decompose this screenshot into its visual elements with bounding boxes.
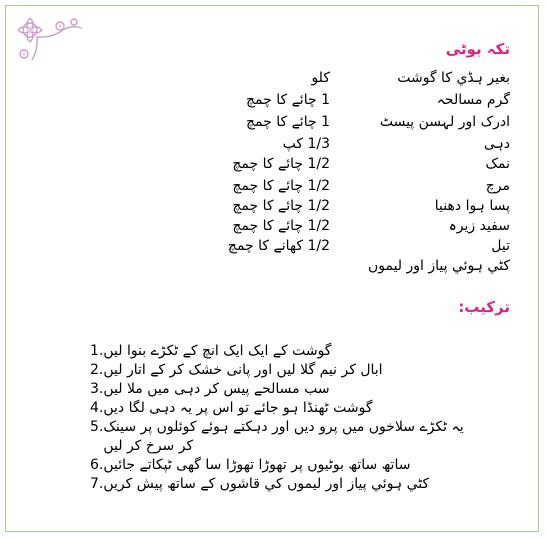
ingredient-name: بغیر ہڈي کا گوشت: [397, 70, 510, 86]
ingredient-name: ادرک اور لہسن پیسٹ: [379, 114, 510, 130]
recipe-title: تکہ بوٹی: [445, 40, 510, 58]
step-item: [86, 475, 468, 494]
step-item: [86, 342, 468, 361]
step-number: 2.: [90, 362, 104, 378]
ingredient-row: [6, 238, 538, 258]
step-text: ساتھ ساتھ بوٹیوں پر تھوڑا تھوڑا سا گھی ٹپکاتے جائیں: [103, 457, 411, 473]
ingredient-qty: 1/2 چائے کا چمچ: [232, 156, 330, 172]
ingredient-qty: 1 چائے کا چمچ: [245, 114, 330, 130]
steps-list: [86, 342, 468, 494]
ingredient-name: پسا ہوا دھنیا: [434, 198, 510, 214]
step-text: ابال کر نیم گلا لیں اور پانی خشک کر کے اتار لیں: [103, 362, 383, 378]
ingredient-row: [6, 218, 538, 238]
ingredient-row: [6, 70, 538, 90]
step-number: 1.: [90, 343, 104, 359]
step-text: کٹي ہوئي پیاز اور لیموں کي قاشوں کے ساتھ پیش کریں: [103, 476, 430, 492]
ingredient-qty: 1/2 چائے کا چمچ: [232, 218, 330, 234]
ingredient-row: [6, 178, 538, 198]
ingredient-qty: 1/3 کپ: [282, 136, 330, 152]
ingredient-row: [6, 136, 538, 156]
ingredient-name: سفید زیرہ: [448, 218, 510, 234]
ingredient-qty: 1/2 چائے کا چمچ: [232, 198, 330, 214]
floral-ornament-icon: [12, 12, 92, 66]
method-heading: ترکیب:: [458, 298, 510, 316]
step-item: [86, 399, 468, 418]
step-number: 4.: [90, 400, 104, 416]
step-number: 5.: [90, 419, 104, 435]
ingredient-name: مرچ: [485, 178, 510, 194]
ingredient-qty: 1/2 چائے کا چمچ: [232, 178, 330, 194]
ingredient-qty: کلو: [311, 70, 330, 86]
recipe-card: [5, 5, 539, 532]
ingredient-row: [6, 156, 538, 176]
step-text: گوشت ٹھنڈا ہو جائے تو اس پر یہ دہی لگا دیں: [103, 400, 373, 416]
step-text: سب مسالحے پیس کر دہی میں ملا لیں: [103, 381, 330, 397]
ingredient-name: تیل: [491, 238, 510, 254]
step-text: گوشت کے ایک ایک انچ کے ٹکڑے بنوا لیں: [103, 343, 332, 359]
step-item: [86, 361, 468, 380]
ingredient-name: کٹي ہوئي پیاز اور لیموں: [367, 258, 510, 274]
step-number: 7.: [90, 476, 104, 492]
ingredient-row: [6, 198, 538, 218]
step-item: [86, 456, 468, 475]
ingredient-name: دہی: [483, 136, 510, 152]
ingredient-row: [6, 114, 538, 134]
ingredient-qty: 1 چائے کا چمچ: [245, 92, 330, 108]
ingredient-row: [6, 258, 538, 278]
ingredient-name: گرم مسالحہ: [436, 92, 510, 108]
step-item: [86, 380, 468, 399]
step-text: یہ ٹکڑے سلاخوں میں پرو دیں اور دہکتے ہوئے کوئلوں پر سینک کر سرخ کر لیں: [103, 419, 464, 454]
ingredient-row: [6, 92, 538, 112]
ingredient-name: نمک: [485, 156, 510, 172]
step-item: [86, 418, 468, 456]
ingredient-qty: 1/2 کھانے کا چمچ: [227, 238, 330, 254]
step-number: 3.: [90, 381, 104, 397]
step-number: 6.: [90, 457, 104, 473]
